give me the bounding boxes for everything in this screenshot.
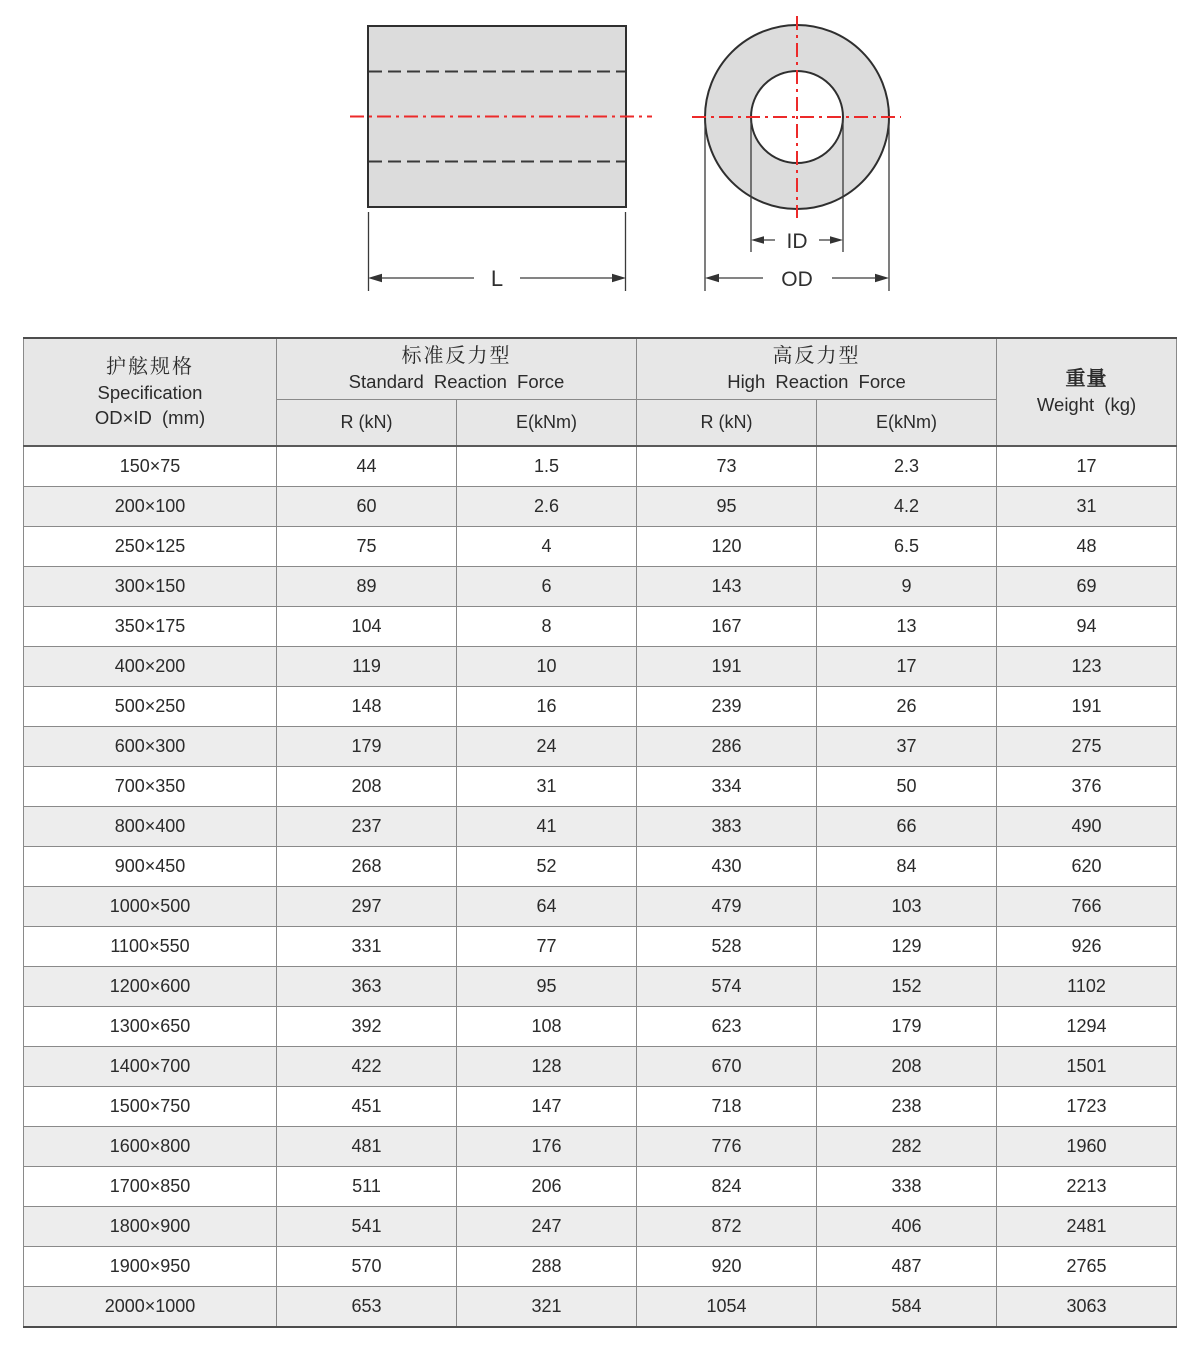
cell-specification: 600×300 <box>24 727 277 767</box>
table-row <box>24 487 1177 527</box>
cell-high-r: 479 <box>637 887 817 927</box>
cell-standard-e: 321 <box>457 1287 637 1328</box>
cell-high-r: 430 <box>637 847 817 887</box>
cell-high-r: 1054 <box>637 1287 817 1328</box>
cell-standard-r: 89 <box>277 567 457 607</box>
table-row <box>24 1287 1177 1328</box>
cell-specification: 2000×1000 <box>24 1287 277 1328</box>
cell-high-r: 191 <box>637 647 817 687</box>
cell-standard-e: 41 <box>457 807 637 847</box>
cell-high-r: 73 <box>637 446 817 487</box>
cell-standard-e: 8 <box>457 607 637 647</box>
fender-technical-drawing <box>0 0 1200 334</box>
cell-standard-e: 108 <box>457 1007 637 1047</box>
cell-high-e: 6.5 <box>817 527 997 567</box>
table-row <box>24 807 1177 847</box>
cell-high-e: 103 <box>817 887 997 927</box>
cell-standard-e: 10 <box>457 647 637 687</box>
table-row <box>24 1127 1177 1167</box>
cell-high-r: 143 <box>637 567 817 607</box>
table-row <box>24 1167 1177 1207</box>
header-weight-cn: 重量 <box>1065 368 1108 391</box>
cell-standard-r: 75 <box>277 527 457 567</box>
header-specification-unit: OD×ID (mm) <box>94 406 206 428</box>
cell-specification: 500×250 <box>24 687 277 727</box>
header-weight <box>997 338 1177 446</box>
cell-specification: 1900×950 <box>24 1247 277 1287</box>
cell-standard-e: 147 <box>457 1087 637 1127</box>
table-row <box>24 1047 1177 1087</box>
cell-specification: 1800×900 <box>24 1207 277 1247</box>
cell-weight: 2213 <box>997 1167 1177 1207</box>
table-row <box>24 1207 1177 1247</box>
cell-high-e: 282 <box>817 1127 997 1167</box>
outer-diameter-label: OD <box>781 268 813 291</box>
cell-standard-e: 4 <box>457 527 637 567</box>
cell-high-r: 120 <box>637 527 817 567</box>
cell-high-e: 406 <box>817 1207 997 1247</box>
cell-weight: 926 <box>997 927 1177 967</box>
cell-standard-r: 481 <box>277 1127 457 1167</box>
table-row <box>24 687 1177 727</box>
cell-standard-r: 570 <box>277 1247 457 1287</box>
cell-high-e: 66 <box>817 807 997 847</box>
cell-specification: 350×175 <box>24 607 277 647</box>
cell-standard-e: 176 <box>457 1127 637 1167</box>
outer-diameter-arrow-left <box>705 274 719 283</box>
cell-high-e: 26 <box>817 687 997 727</box>
table-row <box>24 567 1177 607</box>
cell-specification: 1700×850 <box>24 1167 277 1207</box>
cell-high-r: 239 <box>637 687 817 727</box>
cell-specification: 1400×700 <box>24 1047 277 1087</box>
cell-weight: 191 <box>997 687 1177 727</box>
cell-weight: 31 <box>997 487 1177 527</box>
cell-high-e: 129 <box>817 927 997 967</box>
cell-standard-r: 119 <box>277 647 457 687</box>
cell-weight: 766 <box>997 887 1177 927</box>
cell-high-e: 152 <box>817 967 997 1007</box>
cell-high-e: 13 <box>817 607 997 647</box>
cell-high-e: 487 <box>817 1247 997 1287</box>
inner-diameter-arrow-right <box>830 236 843 244</box>
cell-standard-r: 541 <box>277 1207 457 1247</box>
cell-high-e: 37 <box>817 727 997 767</box>
cell-standard-e: 1.5 <box>457 446 637 487</box>
cell-standard-r: 268 <box>277 847 457 887</box>
cell-standard-e: 206 <box>457 1167 637 1207</box>
header-standard-r: R (kN) <box>277 400 457 447</box>
cell-weight: 2481 <box>997 1207 1177 1247</box>
cell-specification: 300×150 <box>24 567 277 607</box>
cell-standard-r: 422 <box>277 1047 457 1087</box>
cell-standard-r: 60 <box>277 487 457 527</box>
cell-weight: 123 <box>997 647 1177 687</box>
cell-high-e: 84 <box>817 847 997 887</box>
cell-standard-e: 2.6 <box>457 487 637 527</box>
fender-specification-table <box>23 337 1177 1328</box>
cell-standard-r: 179 <box>277 727 457 767</box>
cell-standard-r: 148 <box>277 687 457 727</box>
table-row <box>24 887 1177 927</box>
header-high-en: High Reaction Force <box>727 371 906 393</box>
header-standard-e: E(kNm) <box>457 400 637 447</box>
cell-weight: 48 <box>997 527 1177 567</box>
cell-weight: 2765 <box>997 1247 1177 1287</box>
table-row <box>24 727 1177 767</box>
cell-standard-e: 31 <box>457 767 637 807</box>
fender-side-view <box>350 26 652 291</box>
cell-standard-e: 288 <box>457 1247 637 1287</box>
cell-standard-r: 104 <box>277 607 457 647</box>
table-body <box>24 446 1177 1327</box>
cell-standard-e: 24 <box>457 727 637 767</box>
fender-front-view <box>692 16 901 291</box>
cell-specification: 1200×600 <box>24 967 277 1007</box>
table-row <box>24 446 1177 487</box>
cell-standard-e: 64 <box>457 887 637 927</box>
cell-weight: 490 <box>997 807 1177 847</box>
table-row <box>24 1087 1177 1127</box>
cell-weight: 376 <box>997 767 1177 807</box>
cell-specification: 1100×550 <box>24 927 277 967</box>
cell-weight: 1501 <box>997 1047 1177 1087</box>
header-high-r: R (kN) <box>637 400 817 447</box>
outer-diameter-arrow-right <box>875 274 889 283</box>
table-header <box>24 338 1177 446</box>
cell-high-r: 718 <box>637 1087 817 1127</box>
cell-standard-r: 331 <box>277 927 457 967</box>
cell-high-r: 334 <box>637 767 817 807</box>
header-standard-cn: 标准反力型 <box>401 345 512 368</box>
cell-standard-e: 52 <box>457 847 637 887</box>
header-high-reaction <box>637 338 997 400</box>
inner-diameter-label: ID <box>786 230 808 253</box>
cell-high-e: 179 <box>817 1007 997 1047</box>
header-specification-cn: 护舷规格 <box>106 356 194 379</box>
cell-standard-e: 247 <box>457 1207 637 1247</box>
cell-standard-r: 297 <box>277 887 457 927</box>
cell-high-r: 824 <box>637 1167 817 1207</box>
cell-high-r: 670 <box>637 1047 817 1087</box>
cell-high-r: 920 <box>637 1247 817 1287</box>
cell-high-e: 9 <box>817 567 997 607</box>
cell-standard-e: 16 <box>457 687 637 727</box>
cell-standard-r: 511 <box>277 1167 457 1207</box>
table-row <box>24 927 1177 967</box>
cell-high-e: 584 <box>817 1287 997 1328</box>
cell-high-e: 17 <box>817 647 997 687</box>
cell-weight: 1960 <box>997 1127 1177 1167</box>
cell-high-r: 872 <box>637 1207 817 1247</box>
cell-specification: 1600×800 <box>24 1127 277 1167</box>
header-weight-en: Weight (kg) <box>1036 394 1137 416</box>
cell-specification: 1000×500 <box>24 887 277 927</box>
cell-standard-r: 392 <box>277 1007 457 1047</box>
cell-specification: 200×100 <box>24 487 277 527</box>
cell-specification: 250×125 <box>24 527 277 567</box>
header-standard-en: Standard Reaction Force <box>348 371 565 393</box>
cell-standard-e: 6 <box>457 567 637 607</box>
table-row <box>24 607 1177 647</box>
length-arrow-right <box>612 274 626 283</box>
cell-standard-e: 77 <box>457 927 637 967</box>
table-row <box>24 967 1177 1007</box>
cell-standard-r: 653 <box>277 1287 457 1328</box>
cell-standard-r: 44 <box>277 446 457 487</box>
cell-high-e: 50 <box>817 767 997 807</box>
cell-standard-r: 451 <box>277 1087 457 1127</box>
cell-weight: 17 <box>997 446 1177 487</box>
table-row <box>24 527 1177 567</box>
cell-specification: 1300×650 <box>24 1007 277 1047</box>
cell-high-e: 2.3 <box>817 446 997 487</box>
cell-weight: 275 <box>997 727 1177 767</box>
cell-standard-e: 95 <box>457 967 637 1007</box>
inner-diameter-arrow-left <box>751 236 764 244</box>
cell-high-r: 383 <box>637 807 817 847</box>
cell-high-e: 208 <box>817 1047 997 1087</box>
cell-high-r: 167 <box>637 607 817 647</box>
length-arrow-left <box>368 274 382 283</box>
cell-high-r: 776 <box>637 1127 817 1167</box>
cell-weight: 1723 <box>997 1087 1177 1127</box>
cell-specification: 900×450 <box>24 847 277 887</box>
table-row <box>24 1007 1177 1047</box>
cell-specification: 150×75 <box>24 446 277 487</box>
table-row <box>24 1247 1177 1287</box>
cell-specification: 1500×750 <box>24 1087 277 1127</box>
cell-specification: 700×350 <box>24 767 277 807</box>
cell-specification: 400×200 <box>24 647 277 687</box>
table-row <box>24 647 1177 687</box>
header-standard-reaction <box>277 338 637 400</box>
cell-high-r: 95 <box>637 487 817 527</box>
cell-high-r: 528 <box>637 927 817 967</box>
cell-weight: 94 <box>997 607 1177 647</box>
cell-high-r: 623 <box>637 1007 817 1047</box>
cell-standard-r: 237 <box>277 807 457 847</box>
header-specification-en: Specification <box>97 382 203 404</box>
header-high-cn: 高反力型 <box>772 345 861 368</box>
table-row <box>24 847 1177 887</box>
cell-standard-r: 208 <box>277 767 457 807</box>
cell-high-e: 238 <box>817 1087 997 1127</box>
cell-high-e: 4.2 <box>817 487 997 527</box>
cell-high-r: 574 <box>637 967 817 1007</box>
cell-specification: 800×400 <box>24 807 277 847</box>
cell-standard-r: 363 <box>277 967 457 1007</box>
header-specification <box>24 338 277 446</box>
header-high-e: E(kNm) <box>817 400 997 447</box>
cell-weight: 1294 <box>997 1007 1177 1047</box>
cell-weight: 69 <box>997 567 1177 607</box>
cell-high-e: 338 <box>817 1167 997 1207</box>
cell-weight: 1102 <box>997 967 1177 1007</box>
length-dimension-label: L <box>490 266 504 291</box>
cell-weight: 3063 <box>997 1287 1177 1328</box>
cell-standard-e: 128 <box>457 1047 637 1087</box>
cell-high-r: 286 <box>637 727 817 767</box>
cell-weight: 620 <box>997 847 1177 887</box>
table-row <box>24 767 1177 807</box>
